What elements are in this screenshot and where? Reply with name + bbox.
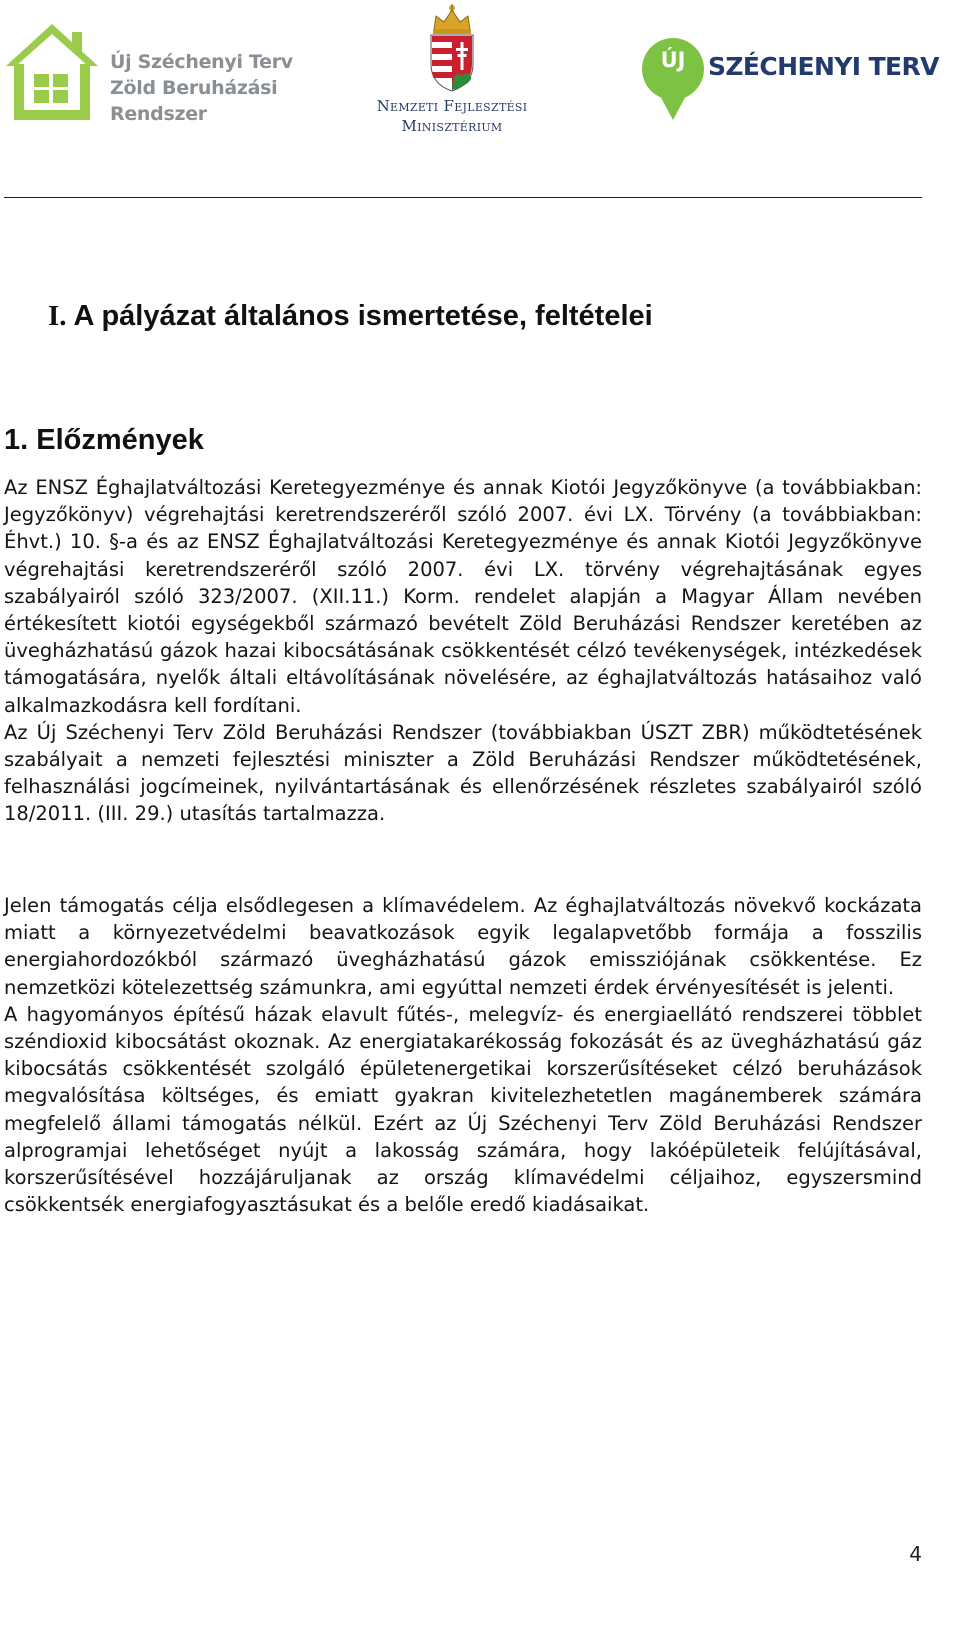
zbr-logo (4, 22, 304, 132)
uszt-logo-word: SZÉCHENYI TERV (708, 52, 939, 81)
house-icon (4, 22, 100, 122)
coat-of-arms-icon (424, 4, 480, 92)
section-title (48, 296, 653, 336)
zbr-logo-text (110, 49, 293, 127)
zbr-logo-line-3: Rendszer (110, 103, 207, 125)
ministry-logo-line-1: Nemzeti Fejlesztési (376, 97, 528, 115)
paragraph: Az ENSZ Éghajlatváltozási Keretegyezménye és annak Kiotói Jegyzőkönyve (a továbbiakban: Jegyzőkönyv) végrehajtási keretrendszeréről szóló 2007. évi LX. Törvény (a továbbiakban: Éhvt.) 10. §-a és az ENSZ Éghajlatváltozási Keretegyezménye és annak Kiotói Jegyzőkönyve végrehajtási keretrendszeréről szóló 2007. évi LX. törvény végrehajtásának egyes szabályairól szóló 323/2007. (XII.11.) Korm. rendelet alapján a Magyar Állam nevében értékesített kiotói egységekből származó bevételt Zöld Beruházási Rendszer keretében az üvegházhatású gázok hazai kibocsátásának csökkentését célzó tevékenységek, intézkedések támogatására, nyelők általi eltávolításának növelésére, az éghajlatváltozás hatásaihoz való alkalmazkodásra kell fordítani. (4, 476, 922, 717)
page-header (0, 0, 960, 205)
preliminaries-block (4, 474, 922, 828)
ministry-logo-text (364, 96, 540, 136)
uszt-logo-badge: ÚJ (660, 48, 686, 72)
uszt-logo (640, 36, 939, 126)
paragraph: Jelen támogatás célja elsődlegesen a klímavédelem. Az éghajlatváltozás növekvő kockázata miatt a környezetvédelmi beavatkozások egyik legalapvetőbb formája a fosszilis energiahordozókból származó üvegházhatású gázok emissziójának csökkentése. Ez nemzetközi kötelezettség számunkra, ami egyúttal nemzeti érdek érvényesítését is jelenti. (4, 894, 922, 999)
ministry-logo (364, 4, 540, 139)
zbr-logo-line-2: Zöld Beruházási (110, 77, 278, 99)
zbr-logo-line-1: Új Széchenyi Terv (110, 51, 293, 73)
page-number: 4 (909, 1542, 922, 1566)
objectives-block (4, 892, 922, 1218)
ministry-logo-line-2: Minisztérium (401, 117, 503, 135)
subsection-title: 1. Előzmények (4, 424, 204, 456)
section-title-text: A pályázat általános ismertetése, feltételei (73, 300, 653, 332)
paragraph: A hagyományos építésű házak elavult fűtés-, melegvíz- és energiaellátó rendszerei többlet széndioxid kibocsátást okoznak. Az energiatakarékosság fokozását és az üvegházhatású gáz kibocsátás csökkentését szolgáló épületenergetikai korszerűsítéseket célzó beruházások megvalósítása költséges, és emiatt gyakran kivitelezhetetlen magánemberek számára megfelelő állami támogatás nélkül. Ezért az Új Széchenyi Terv Zöld Beruházási Rendszer alprogramjai lehetőséget nyújt a lakosság számára, hogy lakóépületeik felújításával, korszerűsítésével hozzájáruljanak az ország klímavédelmi céljaihoz, egyszersmind csökkentsék energiafogyasztásukat és a belőle eredő kiadásaikat. (4, 1002, 922, 1217)
section-title-number: I. (48, 300, 67, 332)
paragraph: Az Új Széchenyi Terv Zöld Beruházási Rendszer (továbbiakban ÚSZT ZBR) működtetésének szabályait a nemzeti fejlesztési miniszter a Zöld Beruházási Rendszer működtetésének, felhasználási jogcímeinek, nyilvántartásának és ellenőrzésének részletes szabályairól szóló 18/2011. (III. 29.) utasítás tartalmazza. (4, 720, 922, 826)
header-divider (4, 197, 922, 198)
